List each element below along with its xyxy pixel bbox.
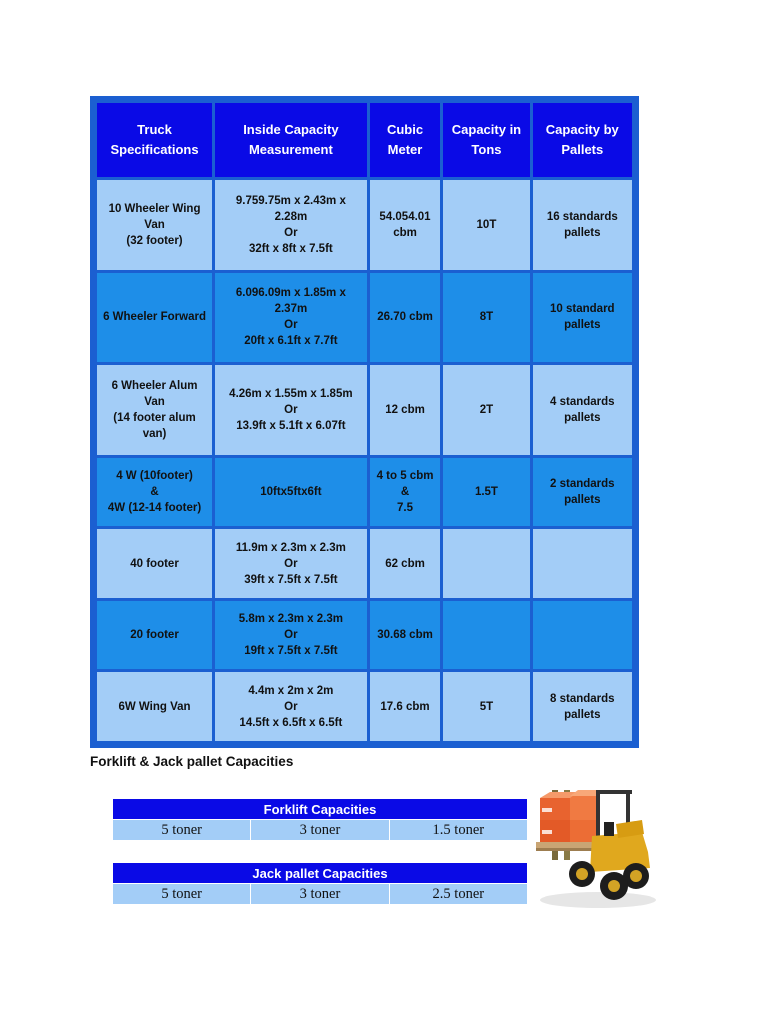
jack-pallet-capacities-table (112, 862, 528, 905)
cell-spec: 6 Wheeler Alum Van (14 footer alum van) (97, 365, 212, 455)
cell-cbm: 62 cbm (370, 529, 441, 598)
cell-measurement: 11.9m x 2.3m x 2.3m Or 39ft x 7.5ft x 7.5ft (215, 529, 367, 598)
table-header-row (113, 863, 528, 884)
cell-pallets (533, 601, 632, 670)
truck-specs-table-frame (90, 96, 639, 748)
cell-tons: 5T (443, 672, 529, 741)
truck-specs-table (94, 100, 635, 744)
cell-pallets: 16 standards pallets (533, 180, 632, 270)
table-row (97, 672, 632, 741)
cell-tons: 10T (443, 180, 529, 270)
cell-pallets: 10 standard pallets (533, 273, 632, 363)
table-row (97, 273, 632, 363)
header-capacity-pallets: Capacity by Pallets (533, 103, 632, 177)
cell-cbm: 12 cbm (370, 365, 441, 455)
table-row (113, 820, 528, 841)
table-row (97, 458, 632, 527)
forklift-capacities-table (112, 798, 528, 841)
forklift-capacity-cell: 5 toner (113, 820, 251, 841)
cell-spec: 40 footer (97, 529, 212, 598)
cell-spec: 6 Wheeler Forward (97, 273, 212, 363)
cell-measurement: 6.096.09m x 1.85m x 2.37m Or 20ft x 6.1ft x 7.7ft (215, 273, 367, 363)
jack-capacity-cell: 3 toner (251, 884, 389, 905)
jack-table-title: Jack pallet Capacities (113, 863, 528, 884)
cell-pallets: 8 standards pallets (533, 672, 632, 741)
header-truck-specifications: Truck Specifications (97, 103, 212, 177)
header-inside-capacity: Inside Capacity Measurement (215, 103, 367, 177)
cell-measurement: 5.8m x 2.3m x 2.3m Or 19ft x 7.5ft x 7.5ft (215, 601, 367, 670)
table-header-row (97, 103, 632, 177)
table-header-row (113, 799, 528, 820)
cell-cbm: 4 to 5 cbm & 7.5 (370, 458, 441, 527)
table-row (113, 884, 528, 905)
forklift-capacity-cell: 1.5 toner (389, 820, 527, 841)
cell-pallets: 2 standards pallets (533, 458, 632, 527)
cell-cbm: 54.054.01 cbm (370, 180, 441, 270)
jack-capacity-cell: 5 toner (113, 884, 251, 905)
cell-spec: 20 footer (97, 601, 212, 670)
cell-tons: 8T (443, 273, 529, 363)
cell-tons (443, 529, 529, 598)
cell-spec: 10 Wheeler Wing Van (32 footer) (97, 180, 212, 270)
forklift-table-title: Forklift Capacities (113, 799, 528, 820)
forklift-capacity-cell: 3 toner (251, 820, 389, 841)
cell-cbm: 17.6 cbm (370, 672, 441, 741)
table-row (97, 601, 632, 670)
cell-spec: 4 W (10footer) & 4W (12-14 footer) (97, 458, 212, 527)
table-row (97, 365, 632, 455)
jack-capacity-cell: 2.5 toner (389, 884, 527, 905)
cell-measurement: 4.26m x 1.55m x 1.85m Or 13.9ft x 5.1ft x 6.07ft (215, 365, 367, 455)
cell-tons (443, 601, 529, 670)
table-row (97, 529, 632, 598)
cell-tons: 1.5T (443, 458, 529, 527)
cell-cbm: 30.68 cbm (370, 601, 441, 670)
cell-cbm: 26.70 cbm (370, 273, 441, 363)
cell-measurement: 9.759.75m x 2.43m x 2.28m Or 32ft x 8ft x 7.5ft (215, 180, 367, 270)
cell-pallets (533, 529, 632, 598)
cell-measurement: 10ftx5ftx6ft (215, 458, 367, 527)
header-cubic-meter: Cubic Meter (370, 103, 441, 177)
section-heading: Forklift & Jack pallet Capacities (90, 754, 294, 769)
cell-tons: 2T (443, 365, 529, 455)
forklift-illustration (530, 782, 660, 912)
cell-measurement: 4.4m x 2m x 2m Or 14.5ft x 6.5ft x 6.5ft (215, 672, 367, 741)
table-row (97, 180, 632, 270)
cell-pallets: 4 standards pallets (533, 365, 632, 455)
header-capacity-tons: Capacity in Tons (443, 103, 529, 177)
cell-spec: 6W Wing Van (97, 672, 212, 741)
